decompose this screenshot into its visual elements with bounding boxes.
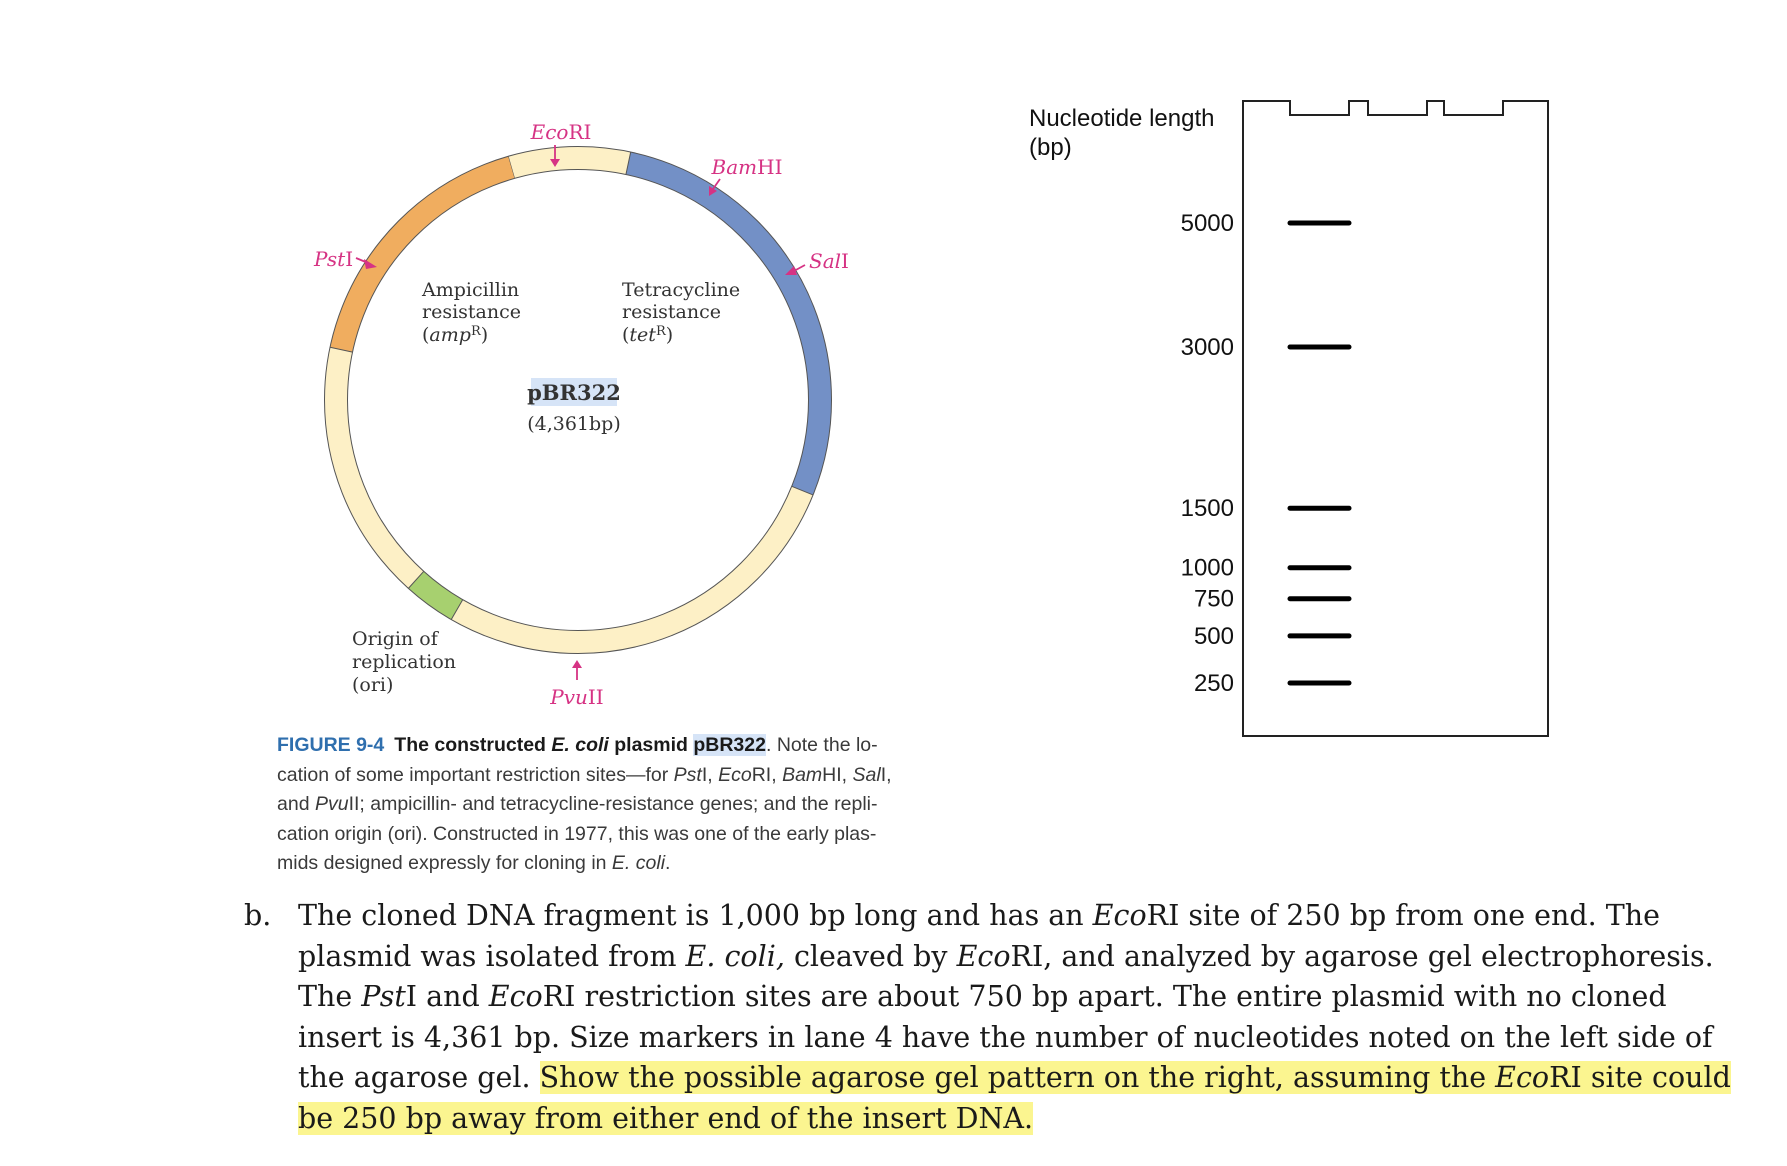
- caption-text-3: RI,: [751, 763, 783, 786]
- amp-label-line2: resistance: [422, 301, 521, 323]
- site-ecori: EcoRI: [530, 120, 592, 144]
- figure-caption: [277, 731, 917, 879]
- plasmid-segment-3: [416, 580, 457, 610]
- gel-axis-title-line1: Nucleotide length: [1029, 105, 1215, 132]
- question-eco-2: Eco: [956, 939, 1011, 973]
- caption-sal: Sal: [852, 763, 881, 786]
- site-bamhi: BamHI: [711, 155, 783, 179]
- gel-marker-label-3000: 3000: [1180, 334, 1234, 361]
- gel-axis-title-line2: (bp): [1029, 134, 1072, 161]
- question-letter: b.: [244, 899, 272, 932]
- question-highlight-1: Show the possible agarose gel pattern on the right, assuming the: [539, 1061, 1496, 1094]
- tet-label-line1: Tetracycline: [622, 279, 741, 301]
- tet-gene-label: (tet$^R$): [622, 324, 674, 346]
- caption-title-plasmid: pBR322: [693, 734, 766, 756]
- caption-text-6: II; ampicillin- and tetracycline-resistance genes; and the repli-cation origin (ori). Constructed in 1977, this was one of the early plas-mids designed expressly for cloning in: [277, 793, 878, 874]
- caption-text-1: . Note the lo-cation of some important restriction sites—for: [277, 734, 878, 786]
- tet-label-line2: resistance: [622, 301, 721, 323]
- caption-title-species: E. coli: [551, 734, 609, 756]
- question-highlight-2: RI site could be 250 bp away from either end of the insert DNA.: [298, 1061, 1731, 1135]
- gel-outline: [1243, 101, 1548, 736]
- amp-gene-label: (amp$^R$): [422, 324, 489, 346]
- caption-title-mid: plasmid: [608, 734, 694, 756]
- ori-label-line2: replication: [352, 651, 456, 673]
- caption-text-7: .: [665, 852, 671, 874]
- caption-bam: Bam: [782, 763, 823, 786]
- caption-eco: Eco: [718, 763, 752, 786]
- site-psti: PstI: [314, 247, 354, 271]
- question-text-4: RI, and analyzed by agarose gel electrophoresis. The: [298, 939, 1714, 1013]
- question-text-3: cleaved by: [784, 939, 957, 973]
- plasmid-segment-2: [457, 491, 802, 642]
- site-sali: SalI: [809, 249, 849, 273]
- question-ecoli: E. coli,: [685, 939, 785, 973]
- caption-pvu: Pvu: [314, 793, 349, 815]
- site-sali-arrow: [794, 265, 805, 271]
- plasmid-segment-0: [511, 158, 628, 167]
- plasmid-size: (4,361bp): [527, 413, 621, 435]
- caption-title-pre: The constructed: [394, 734, 552, 756]
- question-pst: Pst: [361, 980, 406, 1013]
- gel-marker-label-750: 750: [1193, 585, 1234, 613]
- question-text-2: RI site of 250 bp from one end. The plasmid was isolated from: [298, 899, 1660, 973]
- caption-title: [394, 734, 766, 756]
- question-eco-1: Eco: [1092, 899, 1147, 932]
- amp-label-line1: Ampicillin: [422, 279, 520, 301]
- plasmid-name: pBR322: [527, 380, 621, 405]
- caption-pst: Pst: [673, 763, 702, 786]
- question-text-1: The cloned DNA fragment is 1,000 bp long and has an: [298, 899, 1093, 932]
- caption-text-4: HI,: [822, 763, 853, 786]
- gel-marker-label-1000: 1000: [1180, 554, 1234, 582]
- caption-text-2: I,: [701, 763, 719, 786]
- caption-figure-number: FIGURE 9-4: [277, 734, 385, 756]
- gel-marker-lane: [1181, 210, 1349, 697]
- question-text-6: RI restriction sites are about 750 bp apart. The entire plasmid with no cloned insert is 4,361 bp. Size markers in lane 4 have the number of nucleotides noted on the left side of the agarose gel.: [298, 980, 1713, 1094]
- gel-marker-label-250: 250: [1193, 670, 1234, 698]
- site-pvuii-arrowhead: [572, 660, 582, 668]
- gel-marker-label-500: 500: [1193, 622, 1234, 650]
- gel-marker-label-5000: 5000: [1180, 210, 1234, 237]
- caption-species: E. coli: [611, 852, 666, 874]
- question-body: [298, 896, 1744, 1139]
- ori-label-line3: (ori): [352, 674, 394, 696]
- site-pvuii: PvuII: [550, 685, 604, 709]
- caption-text-5: I, and: [277, 763, 892, 815]
- question-eco-3: Eco: [488, 980, 543, 1013]
- ori-label-line1: Origin of: [352, 628, 438, 650]
- gel-marker-label-1500: 1500: [1180, 495, 1234, 523]
- question-eco-4: Eco: [1495, 1061, 1550, 1094]
- question-text-5: I and: [405, 980, 489, 1013]
